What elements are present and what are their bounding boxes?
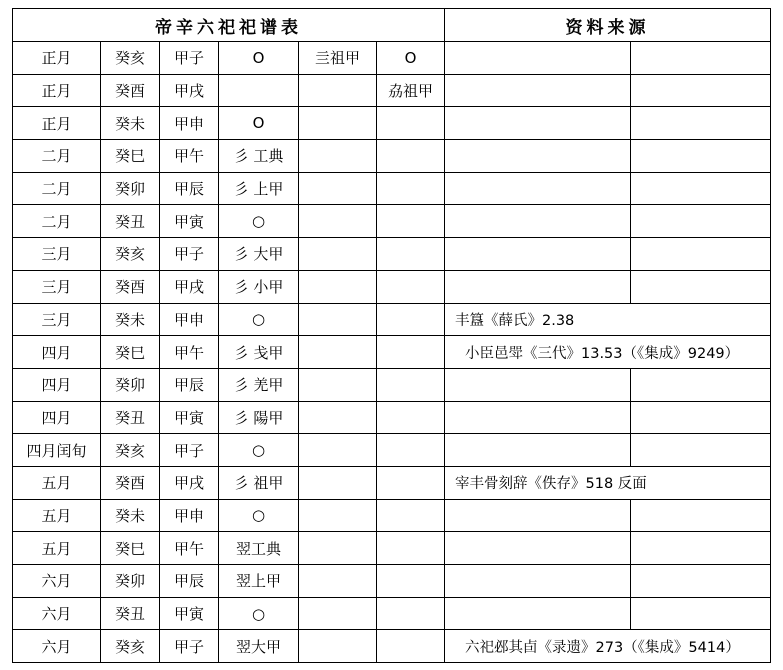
annotation-cell [299,368,377,401]
rite-cell: 彡 祖甲 [219,466,299,499]
table-row [13,172,771,205]
ganzhi-jia-cell: 甲子 [160,238,219,271]
annotation-cell [299,630,377,663]
ganzhi-jia-cell: 甲戌 [160,270,219,303]
source-cell [445,270,631,303]
annotation-cell [299,303,377,336]
rite-cell: 彡 上甲 [219,172,299,205]
table-row [13,74,771,107]
annotation-cell-2 [377,303,445,336]
source-column-title: 资料来源 [445,9,771,42]
month-cell: 二月 [13,172,101,205]
table-row [13,238,771,271]
rite-cell: 彡 工典 [219,140,299,173]
month-cell: 四月闰旬 [13,434,101,467]
source-cell [445,597,631,630]
source-note-cell [631,238,771,271]
source-cell [445,140,631,173]
annotation-cell-2 [377,270,445,303]
table-title: 帝辛六祀祀谱表 [13,9,445,42]
ganzhi-gui-cell: 癸卯 [101,172,160,205]
annotation-cell-2 [377,565,445,598]
rite-cell [219,74,299,107]
annotation-cell [299,270,377,303]
source-note-cell [631,107,771,140]
source-note-cell [631,532,771,565]
ganzhi-gui-cell: 癸酉 [101,466,160,499]
annotation-cell [299,499,377,532]
table-row [13,140,771,173]
annotation-cell [299,107,377,140]
ganzhi-jia-cell: 甲申 [160,107,219,140]
month-cell: 三月 [13,238,101,271]
rite-cell: ○ [219,434,299,467]
month-cell: 四月 [13,368,101,401]
annotation-cell-2 [377,466,445,499]
annotation-cell-2 [377,336,445,369]
ganzhi-jia-cell: 甲子 [160,434,219,467]
table-row [13,532,771,565]
ganzhi-gui-cell: 癸未 [101,499,160,532]
ganzhi-gui-cell: 癸丑 [101,205,160,238]
annotation-cell-2 [377,368,445,401]
ganzhi-jia-cell: 甲申 [160,303,219,336]
table-row [13,597,771,630]
annotation-cell-2 [377,597,445,630]
ganzhi-jia-cell: 甲子 [160,42,219,75]
ganzhi-jia-cell: 甲子 [160,630,219,663]
source-note-cell [631,401,771,434]
table-row [13,368,771,401]
annotation-cell [299,205,377,238]
annotation-cell-2 [377,107,445,140]
rite-cell: ○ [219,205,299,238]
ganzhi-gui-cell: 癸卯 [101,368,160,401]
rite-cell: 翌大甲 [219,630,299,663]
month-cell: 四月 [13,401,101,434]
annotation-cell-2 [377,532,445,565]
annotation-cell-2 [377,172,445,205]
table-row [13,205,771,238]
ganzhi-gui-cell: 癸亥 [101,238,160,271]
rite-cell: 彡 陽甲 [219,401,299,434]
source-cell: 宰丰骨刻辞《佚存》518 反面 [445,466,771,499]
ganzhi-jia-cell: 甲戌 [160,466,219,499]
table-row [13,336,771,369]
ganzhi-jia-cell: 甲午 [160,532,219,565]
source-cell: 六祀邲其卣《录遗》273（《集成》5414） [445,630,771,663]
rite-cell: ○ [219,597,299,630]
month-cell: 六月 [13,597,101,630]
source-cell [445,532,631,565]
source-note-cell [631,597,771,630]
table-row [13,401,771,434]
ganzhi-jia-cell: 甲辰 [160,565,219,598]
source-note-cell [631,74,771,107]
annotation-cell-2 [377,630,445,663]
source-note-cell [631,368,771,401]
source-cell [445,172,631,205]
ganzhi-gui-cell: 癸酉 [101,74,160,107]
table-row [13,303,771,336]
rite-cell: 彡 小甲 [219,270,299,303]
annotation-cell [299,238,377,271]
source-note-cell [631,499,771,532]
month-cell: 五月 [13,466,101,499]
ganzhi-gui-cell: 癸丑 [101,597,160,630]
annotation-cell-2 [377,499,445,532]
ganzhi-jia-cell: 甲寅 [160,401,219,434]
source-cell [445,42,631,75]
source-note-cell [631,172,771,205]
annotation-cell-2 [377,140,445,173]
table-row [13,499,771,532]
annotation-cell [299,532,377,565]
source-cell [445,434,631,467]
ganzhi-gui-cell: 癸亥 [101,434,160,467]
table-row [13,434,771,467]
source-note-cell [631,270,771,303]
month-cell: 正月 [13,107,101,140]
ganzhi-gui-cell: 癸巳 [101,336,160,369]
ganzhi-jia-cell: 甲申 [160,499,219,532]
source-note-cell [631,434,771,467]
source-note-cell [631,565,771,598]
source-note-cell [631,140,771,173]
source-cell [445,107,631,140]
table-row [13,107,771,140]
annotation-cell-2 [377,205,445,238]
ganzhi-gui-cell: 癸丑 [101,401,160,434]
source-cell [445,238,631,271]
ganzhi-jia-cell: 甲辰 [160,172,219,205]
annotation-cell [299,140,377,173]
annotation-cell-2: 劦祖甲 [377,74,445,107]
month-cell: 六月 [13,630,101,663]
source-cell [445,205,631,238]
month-cell: 六月 [13,565,101,598]
month-cell: 五月 [13,499,101,532]
month-cell: 四月 [13,336,101,369]
ganzhi-jia-cell: 甲午 [160,336,219,369]
ganzhi-jia-cell: 甲午 [160,140,219,173]
sacrifice-schedule-table [12,8,771,663]
ganzhi-gui-cell: 癸未 [101,107,160,140]
source-cell: 丰簋《薛氏》2.38 [445,303,771,336]
month-cell: 正月 [13,74,101,107]
annotation-cell [299,336,377,369]
source-cell [445,499,631,532]
annotation-cell [299,466,377,499]
month-cell: 五月 [13,532,101,565]
month-cell: 正月 [13,42,101,75]
ganzhi-gui-cell: 癸酉 [101,270,160,303]
ganzhi-gui-cell: 癸卯 [101,565,160,598]
annotation-cell [299,434,377,467]
annotation-cell: 亖祖甲 [299,42,377,75]
rite-cell: O [219,42,299,75]
rite-cell: 彡 羌甲 [219,368,299,401]
table-row [13,42,771,75]
annotation-cell-2 [377,401,445,434]
ganzhi-gui-cell: 癸巳 [101,140,160,173]
annotation-cell [299,401,377,434]
annotation-cell-2 [377,434,445,467]
annotation-cell [299,565,377,598]
source-note-cell [631,205,771,238]
rite-cell: 彡 大甲 [219,238,299,271]
ganzhi-gui-cell: 癸未 [101,303,160,336]
source-cell [445,565,631,598]
month-cell: 三月 [13,303,101,336]
table-row [13,270,771,303]
source-cell [445,368,631,401]
ganzhi-jia-cell: 甲寅 [160,597,219,630]
annotation-cell-2: O [377,42,445,75]
annotation-cell [299,74,377,107]
ganzhi-jia-cell: 甲辰 [160,368,219,401]
annotation-cell [299,597,377,630]
month-cell: 二月 [13,140,101,173]
rite-cell: 彡 戋甲 [219,336,299,369]
annotation-cell [299,172,377,205]
source-cell [445,74,631,107]
rite-cell: ○ [219,499,299,532]
source-cell: 小臣邑斝《三代》13.53（《集成》9249） [445,336,771,369]
table-row [13,466,771,499]
ganzhi-gui-cell: 癸巳 [101,532,160,565]
table-row [13,630,771,663]
header-row [13,9,771,42]
ganzhi-gui-cell: 癸亥 [101,630,160,663]
table-row [13,565,771,598]
rite-cell: O [219,107,299,140]
rite-cell: 翌上甲 [219,565,299,598]
source-note-cell [631,42,771,75]
month-cell: 三月 [13,270,101,303]
ganzhi-jia-cell: 甲寅 [160,205,219,238]
source-cell [445,401,631,434]
rite-cell: 翌工典 [219,532,299,565]
month-cell: 二月 [13,205,101,238]
ganzhi-gui-cell: 癸亥 [101,42,160,75]
ganzhi-jia-cell: 甲戌 [160,74,219,107]
annotation-cell-2 [377,238,445,271]
rite-cell: ○ [219,303,299,336]
